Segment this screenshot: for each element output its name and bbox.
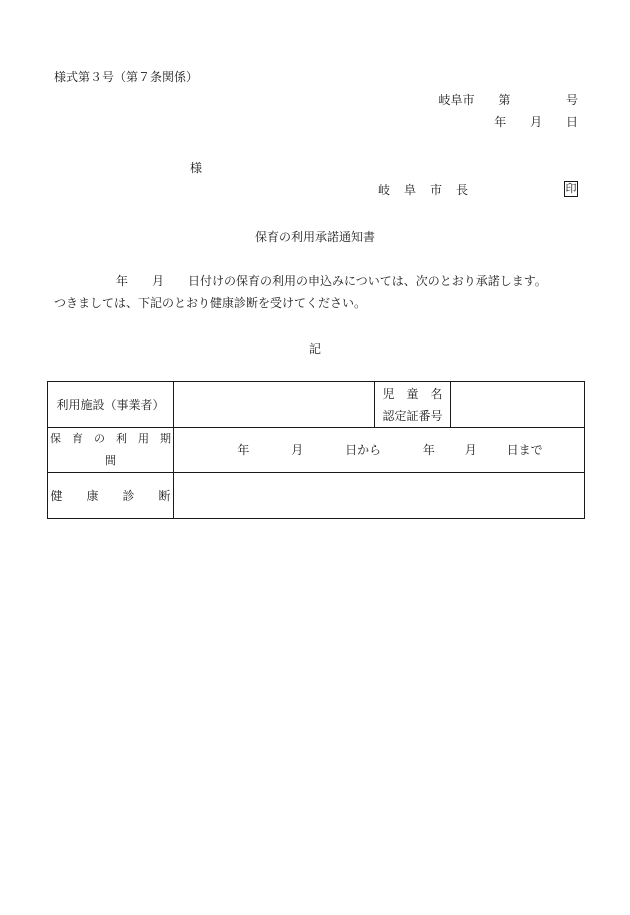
table-row — [48, 382, 585, 428]
seal-box: 印 — [565, 182, 577, 195]
child-label — [375, 382, 451, 428]
period-to-year: 年 — [422, 443, 435, 457]
body-line-1: 年 月 日付けの保育の利用の申込みについては、次のとおり承諾します。 — [116, 274, 547, 288]
ki-heading: 記 — [308, 342, 321, 356]
facility-label: 利用施設（事業者） — [48, 382, 174, 428]
form-number: 様式第３号（第７条関係） — [54, 70, 199, 84]
issue-day: 日 — [565, 115, 578, 129]
period-value — [174, 428, 585, 473]
body-line-2: つきましては、下記のとおり健康診断を受けてください。 — [54, 296, 367, 310]
child-name-label: 児 童 名 — [382, 386, 443, 401]
table-row — [48, 428, 585, 473]
table-row — [48, 473, 585, 519]
period-from-day: 日から — [345, 443, 382, 457]
addressee-suffix: 様 — [190, 161, 203, 175]
period-from-month: 月 — [291, 443, 304, 457]
health-check-label: 健 康 診 断 — [48, 473, 174, 519]
period-label: 保 育 の 利 用 期 間 — [48, 428, 174, 473]
issue-year: 年 — [494, 115, 507, 129]
mayor-title: 岐 阜 市 長 — [378, 183, 470, 197]
period-to-day: 日まで — [506, 443, 543, 457]
facility-value — [174, 382, 375, 428]
period-from-year: 年 — [237, 443, 250, 457]
issue-date — [494, 115, 578, 129]
issue-month: 月 — [530, 115, 543, 129]
issuer-city: 岐阜市 — [438, 93, 475, 107]
details-table — [47, 381, 585, 519]
child-value — [451, 382, 585, 428]
certificate-number-label: 認定証番号 — [382, 408, 443, 423]
health-check-value — [174, 473, 585, 519]
document-number-line — [438, 93, 578, 107]
period-to-month: 月 — [464, 443, 477, 457]
number-suffix: 号 — [565, 93, 578, 107]
number-prefix: 第 — [498, 93, 511, 107]
document-title: 保育の利用承諾通知書 — [254, 230, 375, 244]
